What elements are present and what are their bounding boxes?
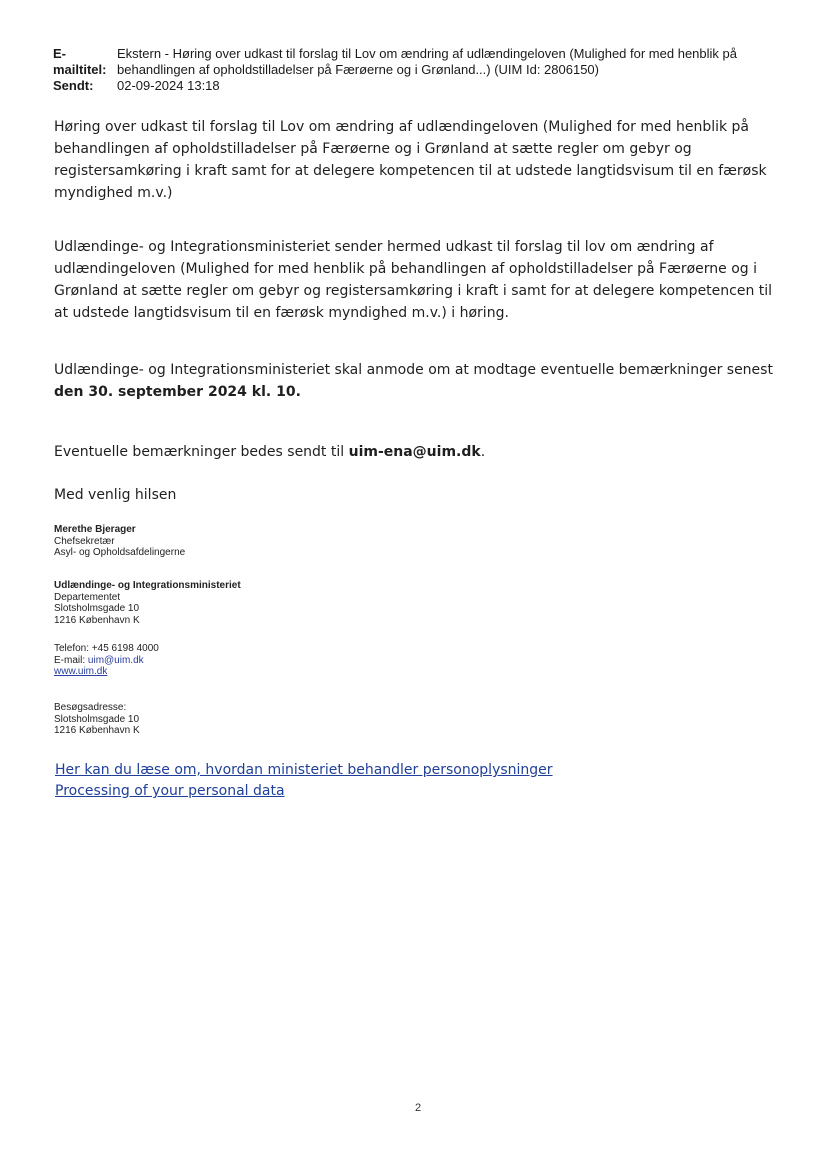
privacy-link-danish[interactable]: Her kan du læse om, hvordan ministeriet behandler personoplysninger: [55, 762, 553, 778]
signature-ministry: [54, 580, 454, 626]
ministry-name: Udlændinge- og Integrationsministeriet: [54, 580, 241, 591]
deadline-text: den 30. september 2024 kl. 10.: [54, 384, 301, 400]
sent-row: [53, 78, 788, 94]
paragraph-4-text: Eventuelle bemærkninger bedes sendt til: [54, 444, 349, 460]
closing-greeting: Med venlig hilsen: [54, 487, 177, 503]
phone-text: Telefon: +45 6198 4000: [54, 643, 159, 654]
email-line: [54, 655, 454, 667]
email-label: E-mail:: [54, 654, 88, 666]
page-number: 2: [414, 1102, 422, 1114]
signature-name: Merethe Bjerager: [54, 524, 136, 535]
sent-label: Sendt:: [53, 78, 94, 93]
ministry-unit: Departementet: [54, 591, 121, 603]
website-link[interactable]: www.uim.dk: [54, 666, 108, 677]
signature-visit: [54, 702, 454, 737]
ministry-street: Slotsholmsgade 10: [54, 603, 140, 614]
subject-label-line2: mailtitel:: [53, 62, 107, 77]
email-link[interactable]: uim@uim.dk: [87, 654, 144, 666]
paragraph-3: [54, 359, 784, 403]
subject-row: [53, 46, 788, 78]
ministry-city: 1216 København K: [54, 614, 140, 626]
paragraph-4: [54, 441, 784, 463]
paragraph-1: Høring over udkast til forslag til Lov om ændring af udlændingeloven (Mulighed for med henblik på behandlingen af opholdstilladelser på Færøerne og i Grønland at sætte regler om gebyr og registersamkøring i kraft samt for at delegere kompetencen til at udstede langtidsvisum til en færøsk myndighed m.v.): [54, 119, 767, 201]
privacy-links: [55, 760, 553, 802]
sent-value: 02-09-2024 13:18: [117, 78, 220, 93]
visit-street: Slotsholmsgade 10: [54, 713, 140, 725]
paragraph-4-end: .: [480, 444, 486, 460]
signature-person: [54, 524, 454, 559]
subject-value: Ekstern - Høring over udkast til forslag til Lov om ændring af udlændingeloven (Mulighed for med henblik på behandlingen af opholdstilladelser på Færøerne og i Grønland...) (UIM Id: 2806150): [117, 46, 737, 77]
email-header: [53, 46, 788, 94]
subject-label: [53, 46, 117, 78]
paragraph-2: Udlændinge- og Integrationsministeriet sender hermed udkast til forslag til lov om ændring af udlændingeloven (Mulighed for med henblik på behandlingen af opholdstilladelser på Færøerne og i Grønland at sætte regler om gebyr og registersamkøring i kraft i samt for at delegere kompetencen til at udstede langtidsvisum til en færøsk myndighed m.v.) i høring.: [54, 239, 773, 321]
signature-title: Chefsekretær: [54, 535, 115, 547]
visit-label: Besøgsadresse:: [54, 702, 127, 713]
paragraph-3-text: Udlændinge- og Integrationsministeriet skal anmode om at modtage eventuelle bemærkninger senest: [54, 362, 773, 378]
privacy-link-english[interactable]: Processing of your personal data: [55, 783, 285, 799]
subject-label-line1: E-: [53, 46, 66, 61]
signature-contact: [54, 643, 454, 678]
reply-email[interactable]: uim-ena@uim.dk: [348, 444, 481, 460]
visit-city: 1216 København K: [54, 725, 140, 736]
signature-department: Asyl- og Opholdsafdelingerne: [54, 547, 186, 558]
